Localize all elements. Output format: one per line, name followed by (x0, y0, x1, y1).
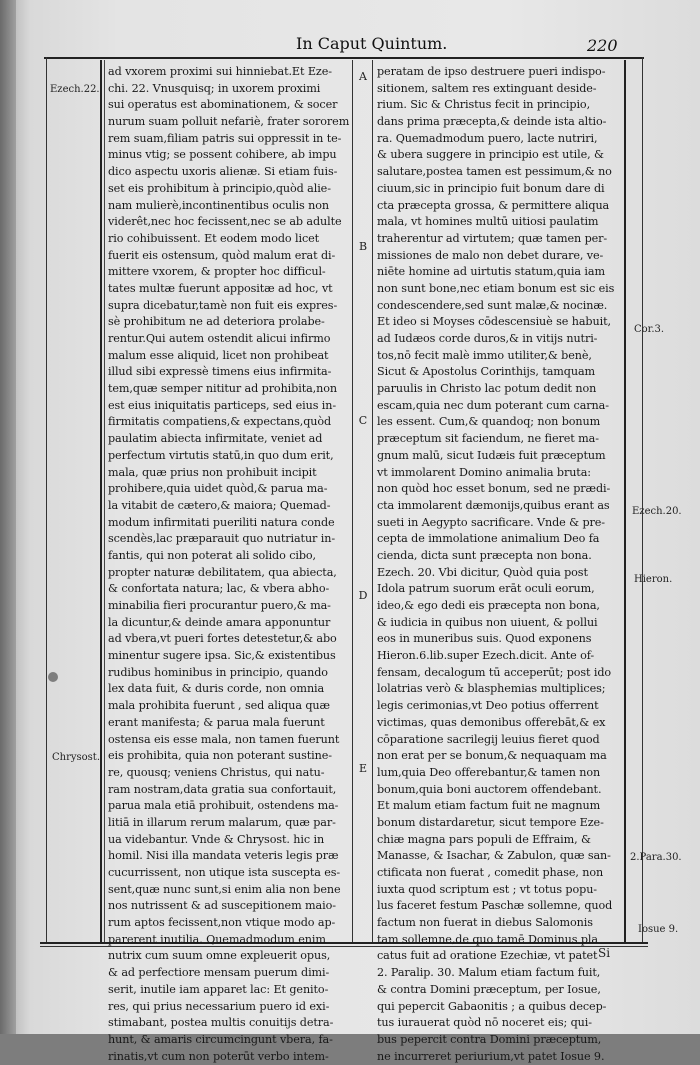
text-line: rium. Sic & Christus fecit in principio, (377, 98, 591, 112)
text-line: condescendere,sed sunt malæ,& nocinæ. (377, 298, 608, 312)
text-line: qui pepercit Gabaonitis ; a quibus decep- (377, 999, 607, 1013)
text-line: parerent inutilia. Quemadmodum enim (108, 932, 326, 946)
text-line: illud sibi expressè timens eius infirmita- (108, 365, 332, 379)
text-line: rudibus hominibus in principio, quando (108, 665, 328, 679)
text-line: ciuum,sic in principio fuit bonum dare di (377, 181, 605, 195)
text-line: rem suam,filiam patris sui oppressit in te- (108, 131, 342, 145)
section-letter-b: B (358, 240, 368, 253)
text-line: sueti in Aegypto sacrificare. Vnde & pre- (377, 515, 605, 529)
text-line: les essent. Cum,& quandoq; non bonum (377, 415, 601, 429)
text-line: rentur.Qui autem ostendit alicui infirmo (108, 332, 331, 345)
text-line: victimas, quas demonibus offerebāt,& ex (377, 715, 606, 729)
text-line: tam sollemne,de quo tamē Dominus pla (377, 932, 598, 946)
page-number: 220 (587, 36, 618, 55)
text-line: ua videbantur. Vnde & Chrysost. hic in (108, 832, 325, 846)
text-line: scendès,lac præparauit quo nutriatur in- (108, 532, 336, 546)
margin-note-hieron: Hieron. (634, 574, 673, 585)
text-line: & ad perfectiore mensam puerum dimi- (108, 966, 330, 980)
text-line: tus iurauerat quòd nō noceret eis; qui- (377, 1016, 592, 1030)
text-line: viderêt,nec hoc fecissent,nec se ab adulte (108, 215, 342, 229)
text-line: sui operatus est abominationem, & socer (108, 98, 338, 112)
text-line: chiæ magna pars populi de Effraim, & (377, 832, 591, 846)
text-line: traherentur ad virtutem; quæ tamen per- (377, 231, 608, 245)
text-line: tem,quæ semper nititur ad prohibita,non (108, 382, 337, 396)
text-line: paruulis in Christo lac potum dedit non (377, 382, 597, 396)
text-line: bonum,quia boni auctorem offendebant. (377, 782, 602, 796)
text-line: la dicuntur,& deinde amara apponuntur (108, 615, 331, 629)
margin-note-cor-3: Cor.3. (634, 324, 665, 335)
text-line: non erat per se bonum,& nequaquam ma (377, 749, 607, 763)
book-spine (0, 0, 16, 1034)
frame-top-rule (44, 57, 644, 59)
text-line: res, qui prius necessarium puero id exi- (108, 999, 330, 1013)
text-line: Ezech. 20. Vbi dicitur, Quòd quia post (377, 565, 588, 579)
margin-note-ezech-22: Ezech.22. (50, 84, 100, 95)
text-line: tos,nō fecit malè immo utiliter,& benè, (377, 348, 592, 362)
text-line: tates multæ fuerunt appositæ ad hoc, vt (108, 281, 333, 295)
text-line: lex data fuit, & duris corde, non omnia (108, 682, 325, 696)
text-line: ram nostram,data gratia sua confortauit, (108, 782, 337, 796)
center-gutter-rule-left (352, 60, 353, 942)
text-line: ad vbera,vt pueri fortes detestetur,& abo (108, 632, 337, 646)
text-line: rinatis,vt cum non poterūt verbo intem- (108, 1049, 329, 1063)
text-line: Manasse, & Isachar, & Zabulon, quæ san- (377, 849, 611, 863)
text-line: ad Iudæos corde duros,& in vitijs nutri- (377, 332, 598, 345)
text-line: chi. 22. Vnusquisq; in uxorem proximi (108, 81, 321, 95)
text-line: sitionem, saltem res extinguant deside- (377, 81, 597, 95)
text-line: Idola patrum suorum erāt oculi eorum, (377, 582, 595, 596)
text-line: bus pepercit contra Domini præceptum, (377, 1032, 602, 1046)
margin-note-chrysost: Chrysost. (52, 752, 101, 763)
text-line: ostensa eis esse mala, non tamen fuerunt (108, 732, 340, 746)
text-line: minabilia fieri procurantur puero,& ma- (108, 599, 331, 612)
text-line: paulatim abiecta infirmitate, veniet ad (108, 432, 323, 446)
text-line: stimabant, postea multis conuitijs detra- (108, 1016, 334, 1030)
text-line: nutrix cum suum omne expleuerit opus, (108, 949, 331, 963)
text-line: non quòd hoc esset bonum, sed ne prædi- (377, 482, 611, 496)
left-text-column (108, 64, 350, 1063)
running-head: In Caput Quintum. (296, 34, 448, 53)
text-line: & contra Domini præceptum, per Iosue, (377, 982, 601, 996)
text-line: ctificata non fuerat , comedit phase, non (377, 866, 604, 879)
margin-note-ezech-20: Ezech.20. (632, 506, 682, 517)
text-line: niēte homine ad uirtutis statum,quia iam (377, 265, 605, 279)
text-line: serit, inutile iam apparet lac: Et genito- (108, 982, 329, 996)
text-line: Sicut & Apostolus Corinthijs, tamquam (377, 365, 596, 379)
left-margin-rule (100, 60, 102, 942)
text-line: salutare,postea tamen est pessimum,& no (377, 165, 612, 179)
text-line: nos nutrissent & ad suscepitionem maio- (108, 899, 336, 913)
text-line: Hieron.6.lib.super Ezech.dicit. Ante of- (377, 649, 595, 663)
text-line: rum aptos fecissent,non vtique modo ap- (108, 916, 336, 930)
text-line: lum,quia Deo offerebantur,& tamen non (377, 765, 601, 779)
text-line: factum non fuerat in diebus Salomonis (377, 916, 593, 930)
text-line: dans prima præcepta,& deinde ista altio- (377, 115, 607, 129)
text-line: supra dicebatur,tamè non fuit eis expres- (108, 298, 338, 312)
text-line: non sunt bone,nec etiam bonum est sic eis (377, 281, 615, 295)
margin-note-2-para-30: 2.Para.30. (630, 852, 682, 863)
text-line: iuxta quod scriptum est ; vt totus popu- (377, 882, 597, 896)
text-line: mala prohibita fuerunt , sed aliqua quæ (108, 699, 330, 713)
margin-note-iosue-9: Iosue 9. (638, 924, 679, 935)
section-letter-e: E (358, 762, 368, 775)
text-line: fensam, decalogum tū acceperūt; post ido (377, 665, 612, 679)
text-line: ad vxorem proximi sui hinniebat.Et Eze- (108, 65, 332, 78)
section-letter-d: D (358, 589, 368, 602)
text-line: nurum suam polluit nefariè, frater sororem (108, 115, 350, 129)
text-line: est eius iniquitatis particeps, sed eius in- (108, 398, 337, 412)
text-line: nam mulierè,incontinentibus oculis non (108, 198, 329, 212)
text-line: prohibere,quia uidet quòd,& parua ma- (108, 482, 328, 496)
left-margin-rule-inner (104, 60, 105, 942)
frame-right-rule (642, 57, 643, 943)
text-line: re, quousq; veniens Christus, qui natu- (108, 765, 325, 779)
text-line: & ubera suggere in principio est utile, & (377, 148, 604, 162)
text-line: fuerit eis ostensum, quòd malum erat di- (108, 248, 336, 262)
text-line: escam,quia nec dum poterant cum carna- (377, 398, 609, 412)
section-letter-a: A (359, 70, 367, 83)
text-line: peratam de ipso destruere pueri indispo- (377, 65, 606, 78)
text-line: minentur sugere ipsa. Sic,& existentibus (108, 649, 336, 663)
text-line: sent,quæ nunc sunt,si enim alia non bene (108, 882, 341, 896)
text-line: cienda, dicta sunt præcepta non bona. (377, 548, 592, 562)
text-line: firmitatis compatiens,& expectans,quòd (108, 415, 332, 429)
text-line: cta immolarent dæmonijs,quibus erant as (377, 498, 610, 512)
text-line: & iudicia in quibus non uiuent, & pollui (377, 615, 598, 629)
text-line: bonum distardaretur, sicut tempore Eze- (377, 815, 604, 829)
text-line: præceptum sit faciendum, ne fieret ma- (377, 432, 599, 446)
text-line: ne incurreret periurium,vt patet Iosue 9. (377, 1049, 605, 1063)
text-line: set eis prohibitum à principio,quòd alie- (108, 181, 331, 195)
text-line: perfectum virtutis statū,in quo dum erit, (108, 448, 334, 462)
text-line: lus faceret festum Paschæ sollemne, quod (377, 899, 613, 913)
text-line: minus vtig; se possent cohibere, ab impu (108, 148, 337, 162)
text-line: dico aspectu uxoris alienæ. Si etiam fuis- (108, 165, 338, 179)
text-line: cepta de immolatione animalium Deo fa (377, 532, 600, 546)
text-line: cōparatione sacrilegij leuius fieret quod (377, 732, 600, 746)
text-line: fantis, qui non poterat ali solido cibo, (108, 548, 316, 562)
text-line: gnum malū, sicut Iudæis fuit præceptum (377, 448, 606, 462)
text-line: malum esse aliquid, licet non prohibeat (108, 348, 329, 362)
text-line: mittere vxorem, & propter hoc difficul- (108, 265, 326, 279)
text-line: modum infirmitati pueriliti natura conde (108, 515, 335, 529)
text-line: litiā in illarum rerum malarum, quæ par- (108, 815, 336, 829)
text-line: la vitabit de cætero,& maiora; Quemad- (108, 498, 331, 512)
text-line: mala, quæ prius non prohibuit incipit (108, 465, 317, 479)
text-line: erant manifesta; & parua mala fuerunt (108, 715, 325, 729)
text-line: propter naturæ debilitatem, qua abiecta, (108, 565, 337, 579)
text-line: missiones de malo non debet durare, ve- (377, 248, 604, 262)
text-line: hunt, & amaris circumcingunt vbera, fa- (108, 1032, 333, 1046)
ink-smudge (48, 672, 58, 682)
section-letter-c: C (358, 414, 368, 427)
text-line: Et malum etiam factum fuit ne magnum (377, 799, 601, 813)
text-line: eos in muneribus suis. Quod exponens (377, 632, 592, 646)
text-line: 2. Paralip. 30. Malum etiam factum fuit, (377, 966, 601, 980)
text-line: & confortata natura; lac, & vbera abho- (108, 582, 330, 596)
text-line: cucurrissent, non utique ista suscepta es- (108, 866, 341, 879)
text-line: catus fuit ad oratione Ezechiæ, vt patet (377, 949, 598, 963)
text-line: homil. Nisi illa mandata veteris legis præ (108, 849, 339, 863)
text-line: eis prohibita, quia non poterant sustine- (108, 749, 332, 763)
text-line: ra. Quemadmodum puero, lacte nutriri, (377, 131, 598, 145)
catchword: Si (598, 946, 611, 960)
text-line: legis cerimonias,vt Deo potius offerrent (377, 699, 599, 713)
text-line: cta præcepta grossa, & permittere aliqua (377, 198, 610, 212)
center-gutter-rule-right (372, 60, 373, 942)
text-line: mala, vt homines multū uitiosi paulatim (377, 215, 599, 229)
right-margin-rule (624, 60, 626, 942)
frame-left-rule (46, 57, 47, 943)
text-line: rio cohibuissent. Et eodem modo licet (108, 231, 320, 245)
text-line: ideo,& ego dedi eis præcepta non bona, (377, 599, 600, 612)
text-line: vt immolarent Domino animalia bruta: (377, 465, 591, 479)
text-line: Et ideo si Moyses cōdescensiuè se habuit, (377, 315, 611, 329)
text-line: parua mala etiā prohibuit, ostendens ma- (108, 799, 339, 813)
right-text-column (377, 64, 620, 1063)
text-line: sè prohibitum ne ad deteriora prolabe- (108, 315, 325, 329)
text-line: lolatrias verò & blasphemias multiplices; (377, 682, 606, 696)
